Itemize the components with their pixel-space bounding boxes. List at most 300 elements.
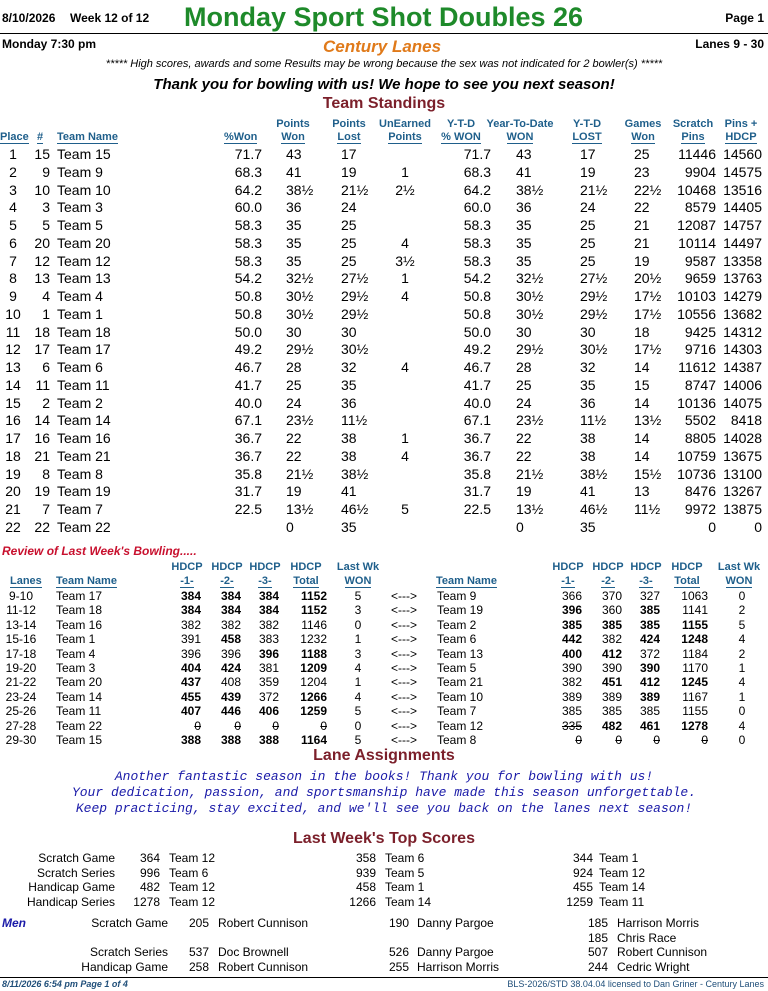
standings-cell: 25	[634, 146, 650, 162]
review-team-left: Team 18	[56, 603, 103, 618]
review-score-left: 446	[220, 704, 241, 719]
standings-cell: 3	[42, 199, 50, 216]
standings-cell: 50.0	[234, 323, 262, 340]
standings-cell: 9	[42, 163, 50, 180]
standings-row	[0, 359, 768, 376]
review-team-right: Team 12	[437, 718, 484, 733]
standings-cell: 3	[9, 181, 17, 198]
thanks-text: Thank you for bowling with us! We hope to see you next season!	[153, 76, 615, 93]
review-score-left: 1209	[300, 661, 327, 675]
review-score-left: 382	[220, 617, 241, 632]
review-score-right: 385	[601, 617, 622, 632]
top-team-row	[0, 866, 768, 880]
review-score-right: 1141	[682, 603, 708, 618]
standings-row	[0, 324, 768, 341]
review-lanes: 9-10	[8, 589, 34, 603]
standings-cell: 11446	[678, 146, 716, 162]
top-score: 537	[188, 945, 209, 959]
review-score-right: 451	[601, 675, 622, 690]
review-header-ht-top: HDCP	[671, 561, 703, 573]
review-row	[0, 675, 768, 689]
review-score-left: 0	[354, 617, 362, 632]
standings-cell: 9972	[684, 501, 716, 517]
standings-cell: 25	[580, 234, 596, 251]
review-score-right: 382	[561, 675, 582, 690]
review-row	[0, 647, 768, 661]
review-lanes: 25-26	[5, 704, 37, 719]
review-score-right: 0	[701, 733, 708, 747]
top-name: Harrison Morris	[417, 959, 500, 974]
standings-cell: 17	[5, 430, 21, 446]
standings-cell: 23½	[516, 412, 544, 429]
top-men-row	[0, 960, 768, 974]
standings-cell: 30	[286, 323, 302, 340]
column-header-pctwon: %Won	[224, 131, 258, 143]
review-vs: <--->	[390, 661, 417, 675]
review-score-left: 382	[258, 617, 279, 632]
top-name: Team 12	[169, 894, 216, 909]
review-score-right: 1	[738, 661, 746, 675]
review-lanes: 19-20	[5, 661, 37, 675]
standings-cell: 20	[34, 234, 50, 251]
standings-row	[0, 164, 768, 181]
standings-cell: 6	[42, 359, 50, 375]
standings-cell: 58.3	[234, 217, 262, 233]
standings-cell: 9716	[684, 341, 716, 358]
standings-row	[0, 501, 768, 518]
message-line-3: Keep practicing, stay excited, and we'll see you back on the lanes next season!	[75, 801, 693, 816]
standings-cell: 67.1	[463, 412, 491, 429]
review-score-left: 0	[234, 718, 241, 733]
standings-cell: 50.8	[234, 288, 262, 304]
review-score-right: 385	[639, 704, 660, 719]
top-score: 507	[587, 945, 608, 959]
standings-cell: 13½	[634, 412, 662, 429]
standings-cell: 10103	[677, 288, 716, 304]
standings-row	[0, 466, 768, 483]
review-score-left: 381	[258, 661, 279, 675]
standings-cell: 29½	[341, 305, 369, 322]
standings-cell: 36	[516, 199, 532, 216]
standings-cell: 1	[401, 163, 409, 180]
review-header-h2-label: -2-	[601, 575, 615, 587]
standings-cell: 38½	[341, 465, 369, 482]
lanes-range: Lanes 9 - 30	[695, 37, 764, 51]
standings-cell: 58.3	[234, 234, 262, 251]
standings-cell: 67.1	[234, 412, 262, 429]
standings-cell: 8805	[684, 430, 716, 446]
standings-cell: 27½	[580, 270, 608, 287]
standings-cell: 21	[34, 447, 50, 464]
standings-row	[0, 377, 768, 394]
standings-cell: 16	[5, 412, 21, 429]
review-score-left: 384	[258, 589, 279, 603]
review-vs: <--->	[390, 646, 417, 661]
standings-cell: Team 12	[57, 252, 111, 269]
review-row	[0, 589, 768, 603]
standings-cell: 30½	[516, 305, 544, 322]
column-header-ptswon-top: Points	[276, 118, 310, 130]
review-score-left: 372	[258, 689, 279, 704]
standings-cell: 22	[34, 518, 50, 535]
review-score-left: 3	[354, 646, 362, 661]
standings-cell: 2	[9, 163, 17, 180]
review-team-right: Team 6	[437, 632, 477, 647]
review-team-left: Team 17	[56, 589, 103, 603]
standings-cell: Team 10	[57, 181, 111, 198]
review-header-h3-label: -3-	[639, 575, 653, 587]
column-header-ytdwon-label: WON	[506, 131, 534, 143]
standings-cell: 58.3	[463, 217, 491, 233]
standings-cell: 11½	[634, 501, 661, 517]
header-divider	[0, 33, 768, 34]
standings-cell: 31.7	[463, 483, 491, 500]
standings-row	[0, 519, 768, 536]
standings-cell: 15	[34, 146, 50, 162]
standings-cell: 17	[341, 146, 357, 162]
standings-cell: 64.2	[463, 181, 491, 198]
standings-cell: 32	[580, 359, 596, 375]
standings-row	[0, 217, 768, 234]
standings-cell: 14303	[723, 341, 762, 358]
standings-cell: 68.3	[463, 163, 491, 180]
review-score-right: 327	[639, 589, 660, 603]
standings-cell: 35.8	[463, 465, 491, 482]
review-vs: <--->	[390, 718, 417, 733]
top-name: Harrison Morris	[617, 916, 700, 930]
top-name: Robert Cunnison	[617, 945, 708, 959]
footer-divider	[0, 977, 768, 978]
standings-cell: 14028	[723, 430, 762, 446]
standings-cell: 58.3	[463, 252, 491, 269]
standings-cell: 0	[708, 518, 716, 535]
standings-cell: 12	[34, 252, 50, 269]
standings-row	[0, 199, 768, 216]
standings-cell: 13½	[516, 501, 544, 517]
standings-cell: 40.0	[463, 394, 491, 411]
standings-cell: 12087	[677, 217, 716, 233]
top-score: 358	[355, 851, 376, 865]
standings-cell: 50.8	[463, 288, 491, 304]
standings-cell: 38	[580, 430, 596, 446]
review-header-won-top: Last Wk	[336, 561, 380, 573]
standings-cell: 64.2	[234, 181, 262, 198]
review-lanes: 21-22	[5, 675, 37, 690]
top-score: 1259	[566, 894, 593, 909]
review-header-h1-top: HDCP	[552, 561, 584, 573]
standings-row	[0, 395, 768, 412]
review-score-right: 385	[639, 617, 660, 632]
standings-row	[0, 182, 768, 199]
review-lanes: 17-18	[5, 646, 37, 661]
standings-cell: 36	[286, 199, 302, 216]
top-name: Team 12	[599, 865, 646, 880]
review-header-ht-label: Total	[674, 575, 700, 587]
review-lanes: 29-30	[5, 733, 37, 747]
standings-cell: 32½	[286, 270, 314, 287]
review-score-right: 390	[561, 661, 582, 675]
standings-cell: 13358	[723, 252, 762, 269]
standings-cell: 8747	[684, 376, 716, 393]
review-score-left: 5	[354, 733, 362, 747]
standings-cell: 41	[516, 163, 532, 180]
league-title: Monday Sport Shot Doubles 26	[184, 2, 584, 32]
column-header-pins-top: Pins +	[724, 118, 758, 130]
review-score-left: 4	[354, 661, 362, 675]
review-team-right: Team 21	[437, 675, 484, 690]
review-score-right: 442	[561, 632, 582, 647]
standings-cell: 14279	[723, 288, 762, 304]
top-label: Handicap Series	[26, 894, 115, 909]
top-team-row	[0, 895, 768, 909]
standings-cell: 19	[341, 163, 357, 180]
standings-cell: 5	[42, 217, 50, 233]
standings-cell: 21	[634, 217, 650, 233]
standings-cell: 30	[580, 323, 596, 340]
standings-cell: 60.0	[234, 199, 262, 216]
standings-cell: Team 4	[57, 288, 103, 304]
review-score-left: 383	[258, 632, 279, 647]
top-label: Scratch Game	[91, 916, 168, 930]
standings-cell: 49.2	[234, 341, 262, 358]
standings-cell: 19	[34, 483, 50, 500]
standings-cell: 9904	[684, 163, 716, 180]
standings-cell: Team 20	[57, 234, 111, 251]
standings-cell: 9	[9, 288, 17, 304]
standings-cell: 41.7	[463, 376, 491, 393]
review-header-h2-label: -2-	[220, 575, 234, 587]
top-name: Team 12	[169, 851, 216, 865]
review-team-right: Team 13	[437, 646, 484, 661]
standings-cell: 18	[34, 323, 50, 340]
standings-cell: 1	[9, 146, 17, 162]
standings-row	[0, 270, 768, 287]
standings-row	[0, 448, 768, 465]
standings-cell: 13675	[723, 447, 762, 464]
standings-cell: 38½	[286, 181, 314, 198]
standings-cell: 7	[9, 252, 17, 269]
review-lanes: 11-12	[6, 603, 36, 618]
column-header-ptslost-label: Lost	[337, 131, 361, 143]
standings-cell: 22	[286, 430, 302, 446]
review-score-left: 388	[180, 733, 201, 747]
top-label: Scratch Series	[36, 865, 115, 880]
review-score-left: 4	[354, 689, 362, 704]
standings-cell: 4	[9, 199, 17, 216]
standings-cell: 32	[341, 359, 357, 375]
review-score-right: 1155	[682, 704, 708, 719]
review-team-right: Team 10	[437, 689, 484, 704]
standings-cell: 17	[580, 146, 596, 162]
standings-cell: 29½	[580, 288, 608, 304]
standings-cell: 68.3	[234, 163, 262, 180]
review-team-left: Team 1	[56, 632, 96, 647]
review-score-left: 0	[272, 718, 279, 733]
standings-cell: 41.7	[234, 376, 262, 393]
top-score: 1278	[133, 894, 160, 909]
standings-cell: 14006	[723, 376, 762, 393]
review-row	[0, 733, 768, 747]
standings-cell: 58.3	[234, 252, 262, 269]
review-score-right: 1	[738, 689, 746, 704]
standings-row	[0, 341, 768, 358]
standings-cell: 1	[401, 430, 409, 446]
standings-cell: 4	[401, 234, 409, 251]
standings-cell: 30	[341, 323, 357, 340]
page-number: Page 1	[725, 11, 764, 25]
review-score-right: 370	[601, 589, 622, 603]
standings-cell: 4	[401, 359, 409, 375]
review-row	[0, 690, 768, 704]
standings-cell: 10556	[677, 305, 716, 322]
standings-cell: 11½	[341, 412, 368, 429]
review-score-left: 396	[220, 646, 241, 661]
standings-cell: Team 13	[57, 270, 111, 287]
standings-cell: 9425	[684, 323, 716, 340]
standings-cell: 13	[634, 483, 650, 500]
standings-cell: 30½	[286, 288, 314, 304]
review-vs: <--->	[390, 704, 417, 719]
standings-cell: 29½	[516, 341, 544, 358]
standings-cell: 38½	[580, 465, 608, 482]
review-score-right: 390	[639, 661, 660, 675]
top-men-row	[0, 945, 768, 959]
review-team-left: Team 11	[56, 704, 102, 719]
review-score-right: 1170	[682, 661, 708, 675]
review-lanes: 27-28	[5, 718, 37, 733]
standings-cell: 24	[286, 394, 302, 411]
review-score-left: 455	[180, 689, 201, 704]
review-score-right: 0	[738, 733, 746, 747]
standings-cell: 4	[401, 288, 409, 304]
standings-cell: 19	[634, 252, 650, 269]
standings-cell: Team 21	[57, 447, 111, 464]
standings-cell: 13516	[723, 181, 762, 198]
review-score-right: 382	[601, 632, 622, 647]
top-label: Scratch Game	[38, 851, 115, 865]
standings-cell: 18	[5, 447, 21, 464]
standings-cell: 11612	[678, 359, 716, 375]
standings-cell: 10	[34, 181, 50, 198]
standings-cell: 2½	[395, 181, 415, 198]
review-score-right: 482	[601, 718, 622, 733]
top-name: Danny Pargoe	[417, 945, 494, 959]
review-header-won-bottom	[328, 575, 388, 587]
standings-cell: 14387	[723, 359, 762, 375]
column-header-unearned-top: UnEarned	[379, 118, 431, 130]
review-score-left: 1164	[300, 733, 327, 747]
review-score-left: 1259	[300, 704, 327, 719]
review-score-left: 382	[180, 617, 201, 632]
standings-title: Team Standings	[322, 95, 446, 112]
review-score-left: 1152	[300, 603, 327, 618]
week-label: Week 12 of 12	[70, 11, 150, 25]
standings-cell: 35	[341, 518, 357, 535]
review-team-right: Team 7	[437, 704, 477, 719]
review-score-left: 437	[180, 675, 201, 690]
top-name: Team 1	[385, 880, 425, 894]
standings-cell: 17	[34, 341, 50, 358]
standings-cell: 17½	[634, 305, 662, 322]
standings-cell: 4	[401, 447, 409, 464]
standings-cell: 14075	[723, 394, 762, 411]
review-score-right: 1184	[682, 646, 708, 661]
review-score-right: 4	[738, 632, 746, 647]
standings-cell: 9659	[684, 270, 716, 287]
review-row	[0, 704, 768, 718]
standings-cell: 31.7	[234, 483, 262, 500]
review-score-right: 0	[615, 733, 622, 747]
review-score-right: 4	[738, 675, 746, 690]
standings-cell: 5502	[684, 412, 716, 429]
review-header-won-label: WON	[725, 575, 753, 587]
review-score-right: 390	[601, 661, 622, 675]
review-vs: <--->	[390, 617, 417, 632]
standings-cell: 14	[34, 412, 50, 429]
standings-cell: 15½	[634, 465, 662, 482]
standings-cell: 54.2	[234, 270, 262, 287]
top-name: Doc Brownell	[218, 945, 289, 959]
column-header-num: #	[37, 131, 44, 143]
standings-cell: 22	[286, 447, 302, 464]
standings-cell: 25	[286, 376, 302, 393]
review-score-right: 1278	[681, 718, 708, 733]
review-score-left: 406	[258, 704, 279, 719]
center-name: Century Lanes	[323, 37, 442, 56]
top-men-row	[0, 931, 768, 945]
review-score-right: 4	[738, 718, 746, 733]
top-name: Robert Cunnison	[218, 959, 309, 974]
top-score: 255	[388, 959, 409, 974]
standings-cell: 35	[286, 252, 302, 269]
standings-cell: 13267	[723, 483, 762, 500]
report-date: 8/10/2026	[2, 11, 56, 25]
column-header-scratch-top: Scratch	[672, 118, 714, 130]
day-time: Monday 7:30 pm	[2, 37, 97, 51]
top-name: Danny Pargoe	[417, 916, 494, 930]
review-score-right: 400	[561, 646, 582, 661]
standings-cell: 29½	[286, 341, 314, 358]
review-score-left: 1146	[301, 617, 327, 632]
standings-cell: 35	[580, 376, 596, 393]
standings-cell: 20	[5, 483, 21, 500]
column-header-place: Place	[0, 131, 29, 143]
review-score-left: 1266	[300, 689, 327, 704]
standings-cell: 10759	[677, 447, 716, 464]
standings-cell: 30½	[286, 305, 314, 322]
standings-cell: 11	[5, 323, 21, 340]
standings-cell: 7	[42, 501, 50, 517]
review-score-left: 388	[258, 733, 279, 747]
column-header-unearned-label: Points	[388, 131, 422, 143]
standings-cell: 13	[34, 270, 50, 287]
standings-cell: 28	[286, 359, 302, 375]
review-header-h3-label: -3-	[258, 575, 272, 587]
standings-cell: Team 5	[57, 217, 103, 233]
review-score-right: 412	[639, 675, 660, 690]
notice-text: ***** High scores, awards and some Results may be wrong because the sex was not indicated for 2 bowler(s) *****	[105, 58, 663, 70]
standings-cell: 38	[341, 447, 357, 464]
top-score: 205	[188, 916, 209, 930]
standings-cell: Team 11	[57, 376, 110, 393]
review-header-won-top: Last Wk	[717, 561, 761, 573]
review-score-left: 1232	[300, 632, 327, 647]
standings-cell: 13763	[723, 270, 762, 287]
top-men-row	[0, 916, 768, 930]
column-header-ytdpct-top: Y-T-D	[446, 118, 476, 130]
standings-cell: 19	[580, 163, 596, 180]
standings-cell: 1	[42, 305, 50, 322]
